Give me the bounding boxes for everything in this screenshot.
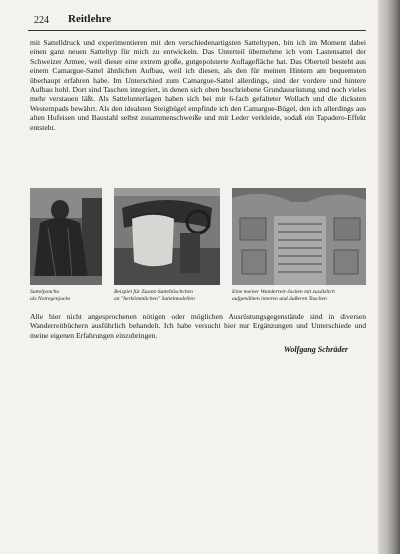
caption-photo-3-line-2: aufgenähten inneren und äußeren Taschen bbox=[232, 296, 327, 302]
book-spine-shadow bbox=[378, 0, 400, 554]
caption-photo-1-line-2: als Notregenjacke bbox=[30, 296, 71, 302]
page-number: 224 bbox=[34, 15, 49, 26]
caption-photo-1 bbox=[30, 289, 102, 303]
caption-photo-3-line-1: Eine meiner Wanderreit-Jacken mit zusätzlich bbox=[232, 289, 335, 295]
author-signature: Wolfgang Schräder bbox=[283, 345, 348, 354]
caption-photo-3 bbox=[232, 289, 366, 303]
photo-riding-jacket bbox=[232, 188, 366, 285]
closing-paragraph: Alle hier nicht angesprochenen nötigen oder möglichen Ausrüstungsgegenstände sind in diversen Wanderreitbüchern ausführlich behandelt. Ich habe versucht hier nur Ergänzungen und Unterschiede und meine eigenen Erfahrungen einzubringen. bbox=[30, 312, 366, 340]
caption-photo-2-line-1: Beispiel für Zusatz-Satteltäschchen bbox=[114, 289, 193, 295]
running-title: Reitlehre bbox=[68, 13, 112, 25]
body-paragraph: mit Sattelldruck und experimentieren mit den verschiedenartigsten Satteltypen, bin ich im Moment dabei einen ganz neuen Satteltyp für mich zu entwickeln. Das Unterteil übernehme ich vom Lastensattel der Schweizer Armee, weil dieser eine extrem große, gutgepolsterte Auflagefläche hat. Das Oberteil besteht aus einem Camargue-Sattel ähnlichen Aufbau, weil ich diesen, als den für meinen Hintern am bequemsten überhaupt erfahren habe. Im Unterschied zum Camargue-Sattel allerdings, sind der vordere und hintere Aufbau hohl. Dort sind Taschen integriert, in denen sich oben beschriebene Grundausrüstung und noch vieles mehr verstauen läßt. Als Sattelunterlagen haben sich bei mir 6-fach gefalteter Wollach und die dicksten Westernpads bewährt. Als den idealsten Steigbügel empfinde ich den Camargue-Bügel, den ich allerdings aus alten Hufeisen und Baustahl selbst zusammenschweiße und mit Leder verkleide, sodaß ein Tapadero-Effekt entsteht. bbox=[30, 38, 366, 132]
photo-saddle-bags bbox=[114, 188, 220, 285]
photo-saddle-poncho bbox=[30, 188, 102, 285]
caption-photo-2 bbox=[114, 289, 224, 303]
caption-photo-2-line-2: an "herkömmlichen" Sattelmodellen bbox=[114, 296, 195, 302]
page-header bbox=[28, 12, 366, 31]
caption-photo-1-line-1: Sattelponcho bbox=[30, 289, 60, 295]
